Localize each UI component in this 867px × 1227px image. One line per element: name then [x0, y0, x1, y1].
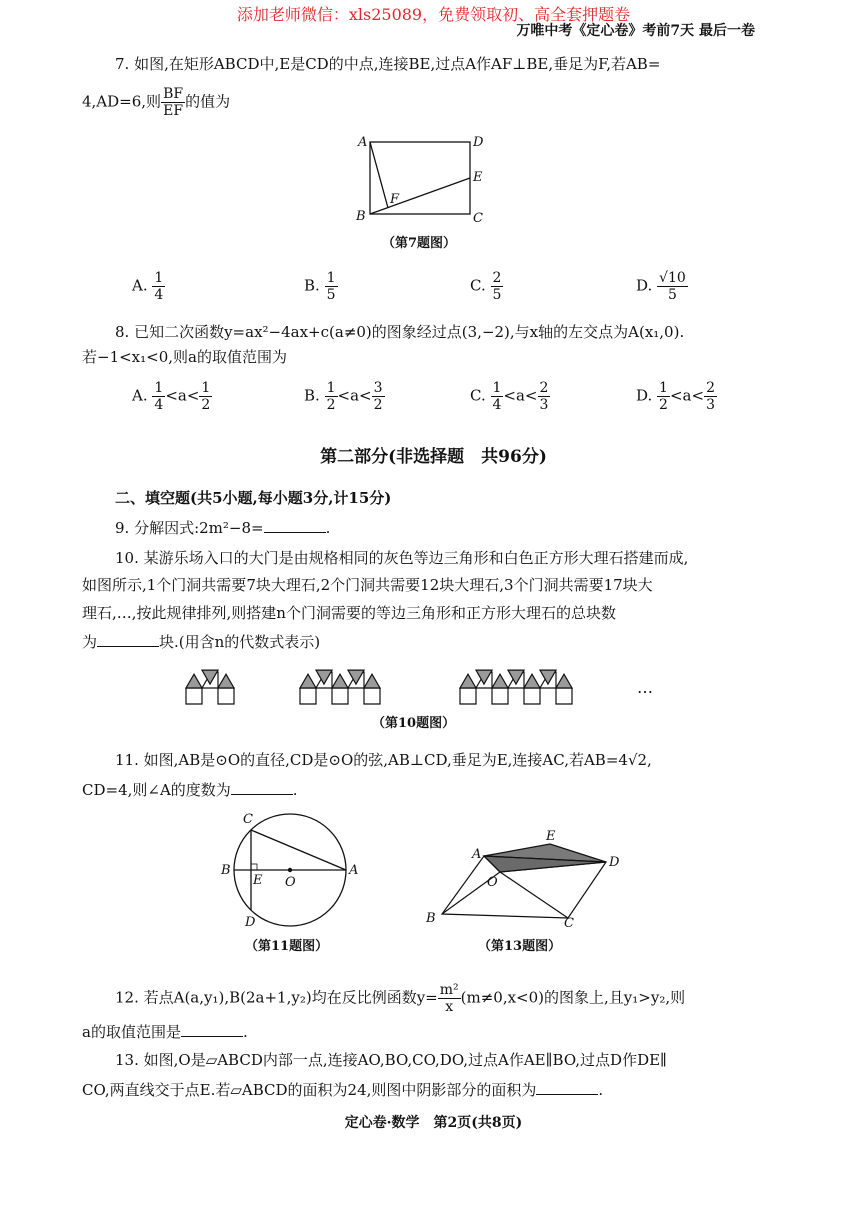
frac — [491, 380, 504, 413]
q11-label-a: A — [349, 863, 359, 878]
q10-line3: 理石,…,按此规律排列,则搭建n个门洞需要的等边三角形和正方形大理石的总块数 — [82, 604, 616, 622]
gate-square — [300, 688, 316, 704]
q7-option-a — [132, 270, 165, 303]
gate-triangle — [524, 674, 540, 688]
q11-label-b: B — [221, 863, 231, 878]
q7-option-a-frac — [152, 270, 165, 303]
q12-frac-den: x — [445, 999, 454, 1015]
q11-line1: 11. 如图,AB是⊙O的直径,CD是⊙O的弦,AB⊥CD,垂足为E,连接AC,若AB=4√2, — [115, 751, 652, 769]
q13-figure — [420, 826, 630, 930]
opt-label: A. — [132, 386, 148, 405]
q13-label-b: B — [426, 911, 436, 926]
q13-label-c: C — [564, 916, 574, 930]
q11-label-o: O — [285, 875, 296, 890]
q12-line1-start: 12. 若点A(a,y₁),B(2a+1,y₂)均在反比例函数y= — [115, 988, 438, 1007]
q13-caption: （第13题图） — [478, 939, 562, 954]
q9-text: 9. 分解因式:2m²−8= — [115, 519, 264, 537]
opt-rel: <a< — [337, 386, 372, 405]
gate-square — [492, 688, 508, 704]
q7-label-a: A — [358, 135, 368, 150]
gate-square — [556, 688, 572, 704]
gate-triangle — [218, 674, 234, 688]
frac-den: 2 — [659, 397, 668, 413]
frac-num: 2 — [706, 380, 715, 396]
frac-num: 1 — [326, 270, 336, 286]
q7-caption: （第7题图） — [382, 236, 457, 251]
frac-num: 2 — [539, 380, 549, 396]
q10-answer-blank — [97, 632, 159, 647]
gate-square — [524, 688, 540, 704]
q11-line2-text: CD=4,则∠A的度数为 — [82, 781, 231, 799]
section2-heading: 二、填空题(共5小题,每小题3分,计15分) — [115, 489, 392, 507]
q13-line2: CO,两直线交于点E.若▱ABCD的面积为24,则图中阴影部分的面积为 . — [82, 1081, 604, 1099]
q8-line2: 若−1<x₁<0,则a的取值范围为 — [82, 348, 287, 366]
frac-num: 3 — [373, 380, 383, 396]
q10-caption: （第10题图） — [372, 716, 456, 731]
gate-square — [332, 688, 348, 704]
q8-option-d — [636, 380, 717, 413]
q7-label-e: E — [473, 170, 483, 185]
q12-line2: a的取值范围是 . — [82, 1023, 248, 1041]
frac-num: 1 — [659, 380, 668, 396]
gate-triangle — [186, 674, 202, 688]
gate-triangle — [556, 674, 572, 688]
frac-den: 2 — [201, 397, 211, 413]
q7-label-d: D — [473, 135, 484, 150]
q7-option-d — [636, 270, 688, 303]
q10-figure — [180, 658, 640, 708]
q11-label-d: D — [245, 915, 256, 930]
frac — [372, 380, 385, 413]
gate-square — [460, 688, 476, 704]
q10-line1: 10. 某游乐场入口的大门是由规格相同的灰色等边三角形和白色正方形大理石搭建而成, — [115, 549, 689, 567]
q13-line2-text: CO,两直线交于点E.若▱ABCD的面积为24,则图中阴影部分的面积为 — [82, 1081, 537, 1099]
q13-label-d: D — [609, 855, 620, 870]
watermark: 添加老师微信：xls25089，免费领取初、高全套押题卷 — [236, 5, 631, 24]
q7-line2-text: 4,AD=6,则 — [82, 92, 162, 111]
frac-den: 2 — [326, 397, 336, 413]
q7-label-b: B — [356, 209, 366, 224]
part2-heading: 第二部分(非选择题 共96分) — [320, 447, 547, 467]
gate-triangle — [332, 674, 348, 688]
q8-option-b — [304, 380, 385, 413]
q13-label-o: O — [487, 875, 498, 890]
gate-square — [218, 688, 234, 704]
q12-answer-blank — [181, 1022, 243, 1037]
q7-option-b-frac — [325, 270, 338, 303]
gate-square — [364, 688, 380, 704]
opt-label: B. — [304, 386, 320, 405]
q7-option-c-label: C. — [470, 276, 486, 295]
gate-triangle — [364, 674, 380, 688]
gate-triangle — [492, 674, 508, 688]
q7-line1: 7. 如图,在矩形ABCD中,E是CD的中点,连接BE,过点A作AF⊥BE,垂足为F,若AB= — [115, 55, 661, 73]
q7-figure — [350, 128, 490, 228]
q12-line1-end: (m≠0,x<0)的图象上,且y₁>y₂,则 — [460, 988, 686, 1007]
frac-den: 5 — [667, 287, 677, 303]
q7-label-c: C — [473, 211, 483, 226]
q7-option-d-frac — [657, 270, 688, 303]
q11-caption: （第11题图） — [245, 939, 329, 954]
page-footer: 定心卷·数学 第2页(共8页) — [344, 1115, 523, 1131]
q7-line2 — [82, 86, 230, 119]
frac-den: 2 — [373, 397, 383, 413]
frac — [704, 380, 717, 413]
q8-option-c — [470, 380, 550, 413]
q12-line1 — [115, 982, 685, 1015]
q7-option-a-label: A. — [132, 276, 148, 295]
opt-rel: <a< — [669, 386, 705, 405]
frac-num: √10 — [659, 270, 686, 286]
frac-den: 3 — [706, 397, 715, 413]
opt-rel: <a< — [503, 386, 538, 405]
q10-line2: 如图所示,1个门洞共需要7块大理石,2个门洞共需要12块大理石,3个门洞共需要17块大 — [82, 576, 653, 594]
q11-line2: CD=4,则∠A的度数为 . — [82, 781, 298, 799]
opt-rel: <a< — [165, 386, 200, 405]
frac-num: 1 — [492, 380, 502, 396]
q7-option-b-label: B. — [304, 276, 320, 295]
frac-num: 1 — [154, 270, 164, 286]
opt-label: C. — [470, 386, 486, 405]
frac-den: 4 — [492, 397, 502, 413]
gate-square — [186, 688, 202, 704]
gate-triangle — [460, 674, 476, 688]
q11-label-c: C — [243, 812, 253, 827]
frac-den: 5 — [326, 287, 336, 303]
q7-option-d-label: D. — [636, 276, 653, 295]
opt-label: D. — [636, 386, 653, 405]
q7-option-c-frac — [491, 270, 504, 303]
frac — [657, 380, 670, 413]
q9: 9. 分解因式:2m²−8= . — [115, 519, 331, 537]
q13-line1: 13. 如图,O是▱ABCD内部一点,连接AO,BO,CO,DO,过点A作AE∥BO,过点D作DE∥ — [115, 1051, 667, 1069]
q7-frac-num: BF — [163, 86, 184, 102]
q7-option-b — [304, 270, 338, 303]
frac-num: 1 — [201, 380, 211, 396]
q10-line4 — [82, 632, 320, 652]
frac — [538, 380, 551, 413]
frac — [325, 380, 338, 413]
frac-num: 1 — [326, 380, 336, 396]
q12-line2-text: a的取值范围是 — [82, 1023, 181, 1041]
q12-fraction — [438, 982, 461, 1015]
frac-den: 4 — [154, 287, 164, 303]
q7-frac-den: EF — [163, 103, 184, 119]
q10-line4-end: 块.(用含n的代数式表示) — [159, 633, 321, 651]
frac-den: 5 — [492, 287, 502, 303]
q8-line1: 8. 已知二次函数y=ax²−4ax+c(a≠0)的图象经过点(3,−2),与x轴的左交点为A(x₁,0). — [115, 323, 685, 341]
frac — [199, 380, 212, 413]
q10-line4-start: 为 — [82, 633, 98, 651]
frac-num: 2 — [492, 270, 502, 286]
q11-answer-blank — [231, 780, 293, 795]
q12-frac-num: m² — [439, 982, 459, 998]
q7-option-c — [470, 270, 503, 303]
page-header: 万唯中考《定心卷》考前7天 最后一卷 — [516, 23, 755, 39]
q13-answer-blank — [536, 1080, 598, 1095]
q7-label-f: F — [390, 192, 400, 207]
frac — [152, 380, 165, 413]
frac-den: 3 — [539, 397, 549, 413]
q13-label-a: A — [472, 847, 482, 862]
q11-label-e: E — [253, 873, 263, 888]
q11-figure — [215, 808, 365, 936]
q9-answer-blank — [264, 518, 326, 533]
q13-label-e: E — [546, 829, 556, 844]
frac-den: 4 — [154, 397, 164, 413]
gate-triangle — [300, 674, 316, 688]
q10-ellipsis: … — [637, 678, 653, 697]
frac-num: 1 — [154, 380, 164, 396]
q7-fraction — [161, 86, 185, 119]
q8-option-a — [132, 380, 212, 413]
q7-line2-end: 的值为 — [185, 92, 231, 111]
